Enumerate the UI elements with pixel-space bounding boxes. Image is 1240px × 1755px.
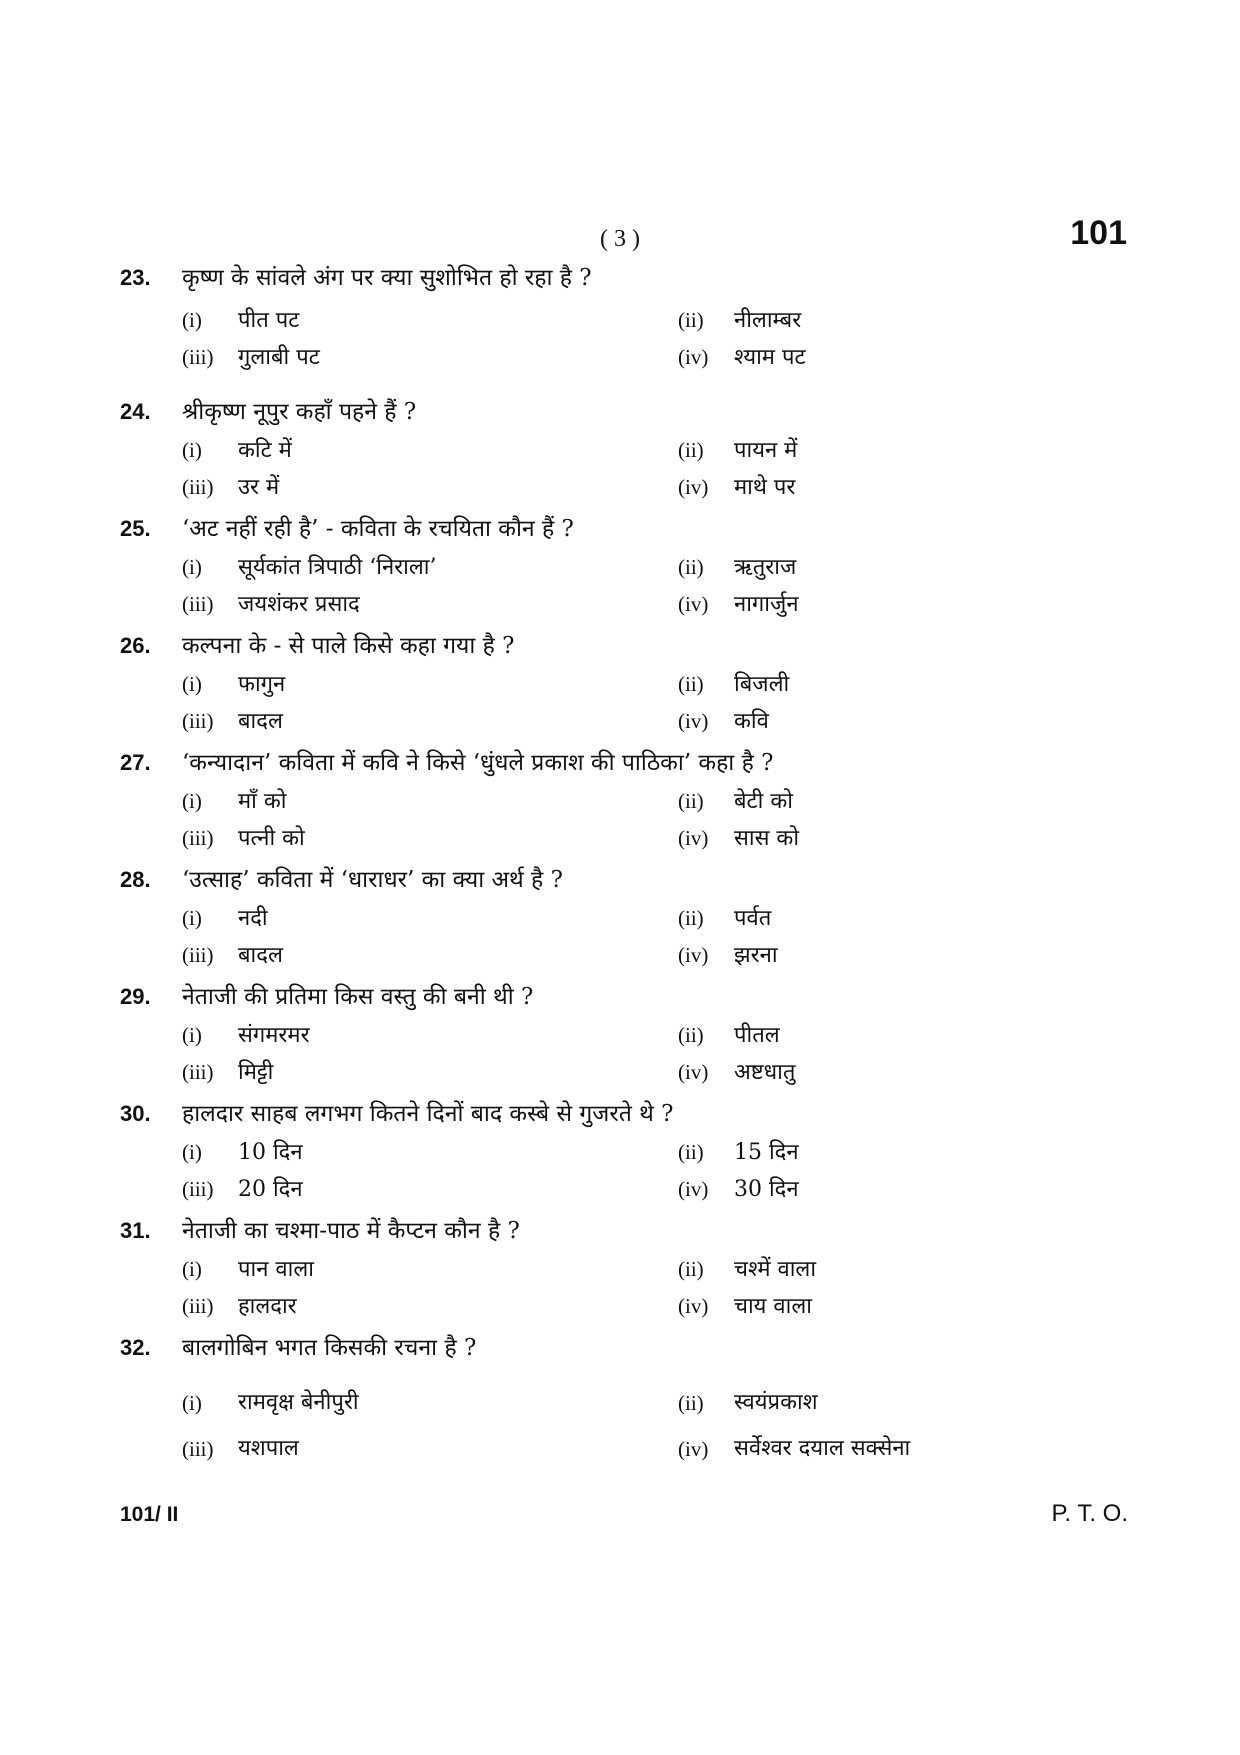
question-25: 25. ‘अट नहीं रही है’ - कविता के रचयिता कौन हैं ? (i) सूर्यकांत त्रिपाठी ‘निराला’ (ii) ऋतुराज (iii) जयशंकर प्रसाद (iv) नागार्जुन [120, 509, 1140, 623]
question-number: 28. [120, 867, 151, 892]
question-29: 29. नेताजी की प्रतिमा किस वस्तु की बनी थी ? (i) संगमरमर (ii) पीतल (iii) मिट्टी (iv) अष्टधातु [120, 977, 1140, 1091]
question-text: कल्पना के - से पाले किसे कहा गया है ? [182, 633, 515, 659]
question-number: 29. [120, 984, 151, 1009]
question-number: 27. [120, 750, 151, 775]
question-number: 23. [120, 265, 151, 290]
question-28: 28. ‘उत्साह’ कविता में ‘धाराधर’ का क्या अर्थ है ? (i) नदी (ii) पर्वत (iii) बादल (iv) झरना [120, 860, 1140, 974]
page-number: ( 3 ) [600, 226, 640, 252]
question-24: 24. श्रीकृष्ण नूपुर कहाँ पहने हैं ? (i) कटि में (ii) पायन में (iii) उर में (iv) माथे पर [120, 392, 1140, 506]
question-number: 32. [120, 1335, 151, 1360]
paper-code-footer: 101/ II [120, 1503, 179, 1526]
question-text: कृष्ण के सांवले अंग पर क्या सुशोभित हो रहा है ? [182, 265, 592, 291]
pto-label: P. T. O. [1051, 1500, 1128, 1527]
question-text: बालगोबिन भगत किसकी रचना है ? [182, 1335, 477, 1361]
question-text: नेताजी की प्रतिमा किस वस्तु की बनी थी ? [182, 984, 534, 1010]
question-text: श्रीकृष्ण नूपुर कहाँ पहने हैं ? [182, 399, 417, 425]
question-number: 31. [120, 1218, 151, 1243]
question-27: 27. ‘कन्यादान’ कविता में कवि ने किसे ‘धुंधले प्रकाश की पाठिका’ कहा है ? (i) माँ को (ii) बेटी को (iii) पत्नी को (iv) सास को [120, 743, 1140, 857]
question-number: 26. [120, 633, 151, 658]
question-26: 26. कल्पना के - से पाले किसे कहा गया है ? (i) फागुन (ii) बिजली (iii) बादल (iv) कवि [120, 626, 1140, 740]
question-text: नेताजी का चश्मा-पाठ में कैप्टन कौन है ? [182, 1218, 520, 1244]
question-23: 23. कृष्ण के सांवले अंग पर क्या सुशोभित हो रहा है ? (i) पीत पट (ii) नीलाम्बर (iii) गुलाबी पट (iv) श्याम पट [120, 258, 1140, 376]
question-31: 31. नेताजी का चश्मा-पाठ में कैप्टन कौन है ? (i) पान वाला (ii) चश्में वाला (iii) हालदार (iv) चाय वाला [120, 1211, 1140, 1325]
question-32: 32. बालगोबिन भगत किसकी रचना है ? (i) रामवृक्ष बेनीपुरी (ii) स्वयंप्रकाश (iii) यशपाल (iv) सर्वेश्वर दयाल सक्सेना [120, 1328, 1140, 1472]
question-text: ‘कन्यादान’ कविता में कवि ने किसे ‘धुंधले प्रकाश की पाठिका’ कहा है ? [182, 750, 774, 776]
question-number: 24. [120, 399, 151, 424]
question-number: 25. [120, 516, 151, 541]
question-30: 30. हालदार साहब लगभग कितने दिनों बाद कस्बे से गुजरते थे ? (i) 10 दिन (ii) 15 दिन (iii) 20 दिन (iv) 30 दिन [120, 1094, 1140, 1208]
question-number: 30. [120, 1101, 151, 1126]
paper-code-top: 101 [1070, 214, 1127, 252]
question-text: ‘अट नहीं रही है’ - कविता के रचयिता कौन हैं ? [182, 516, 574, 542]
question-text: हालदार साहब लगभग कितने दिनों बाद कस्बे से गुजरते थे ? [182, 1101, 674, 1127]
question-text: ‘उत्साह’ कविता में ‘धाराधर’ का क्या अर्थ है ? [182, 867, 563, 893]
